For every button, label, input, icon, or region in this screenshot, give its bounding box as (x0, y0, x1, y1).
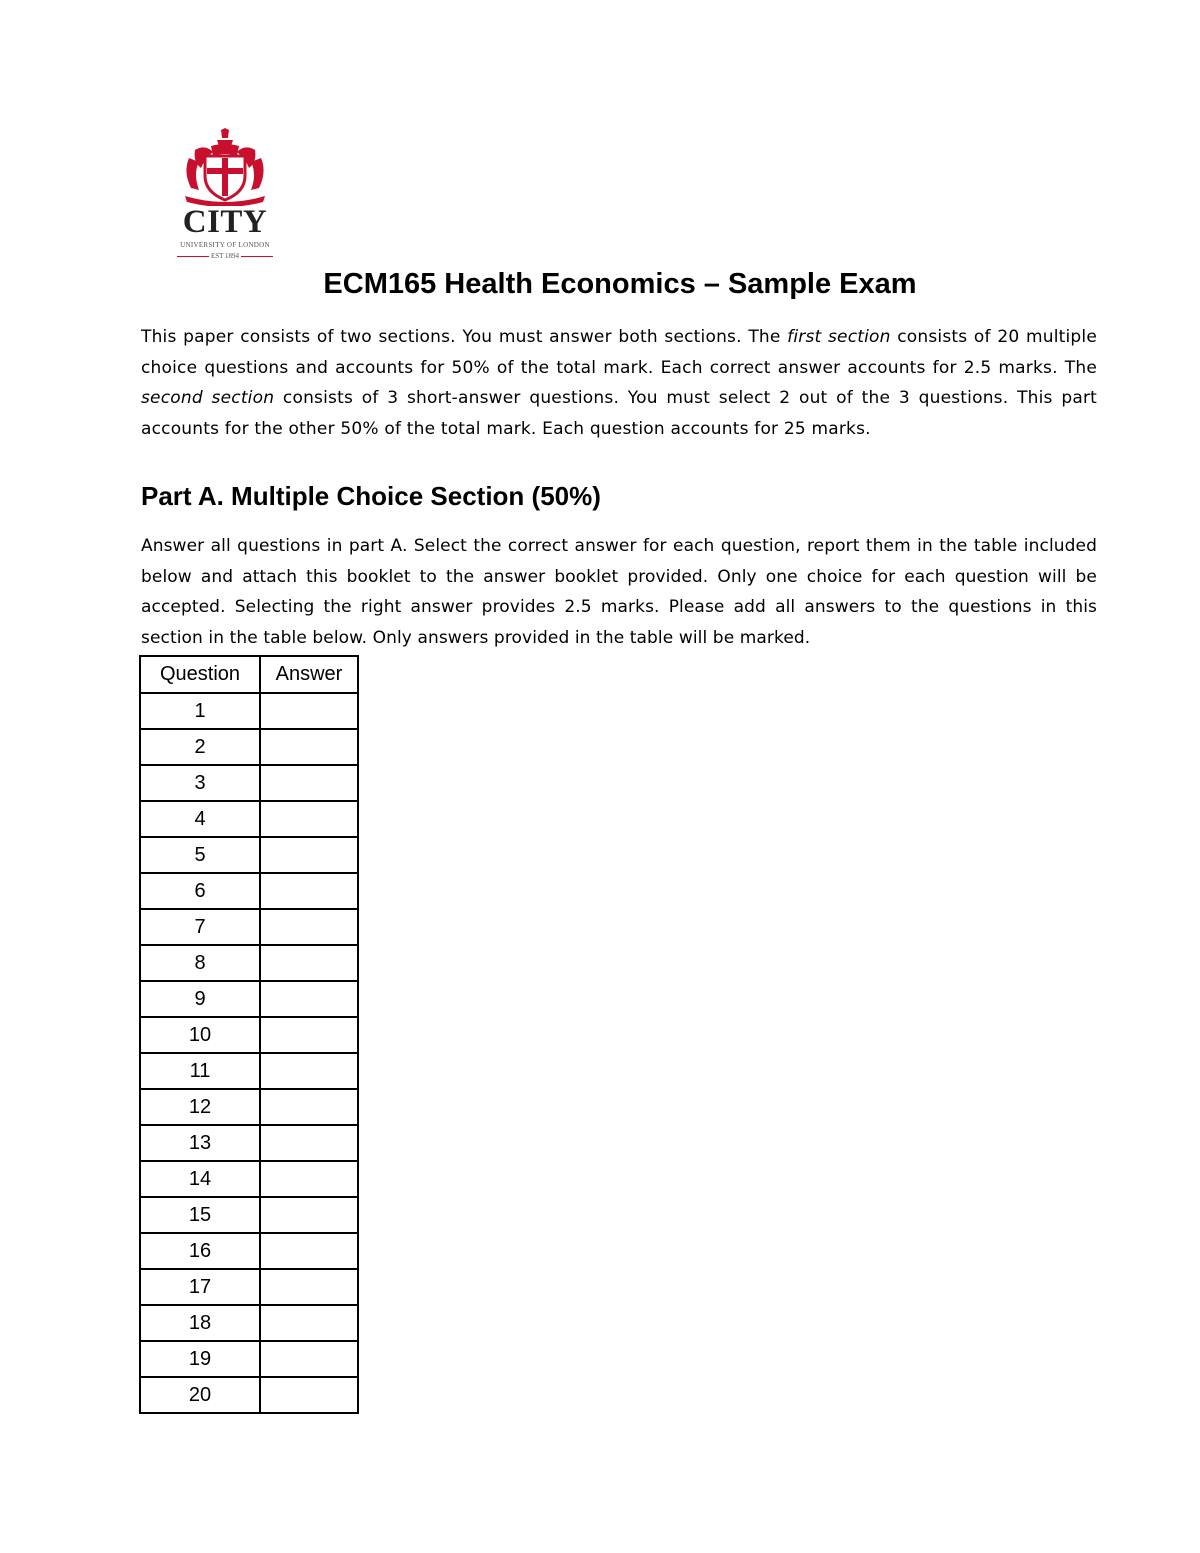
answer-cell[interactable] (260, 693, 358, 729)
table-row (140, 1233, 358, 1269)
table-row (140, 909, 358, 945)
table-row (140, 729, 358, 765)
table-row (140, 945, 358, 981)
intro-text: consists of 3 short-answer questions. You must select 2 out of the 3 questions. This part accounts for the other 50% of the total mark. Each question accounts for 25 marks. (141, 388, 1097, 439)
answer-cell[interactable] (260, 1017, 358, 1053)
answer-cell[interactable] (260, 1305, 358, 1341)
question-number: 7 (140, 909, 260, 945)
table-row (140, 1377, 358, 1413)
table-row (140, 1161, 358, 1197)
answer-cell[interactable] (260, 873, 358, 909)
logo-wordmark: CITY (182, 204, 268, 240)
answer-cell[interactable] (260, 1341, 358, 1377)
instructions-paragraph: Answer all questions in part A. Select the correct answer for each question, report them in the table included below and attach this booklet to the answer booklet provided. Only one choice for each question will be accepted. Selecting the right answer provides 2.5 marks. Please add all answers to the questions in this section in the table below. Only answers provided in the table will be marked. (141, 536, 1097, 648)
question-number: 4 (140, 801, 260, 837)
section-heading: Part A. Multiple Choice Section (50%) (141, 481, 601, 511)
table-row (140, 765, 358, 801)
question-number: 9 (140, 981, 260, 1017)
answer-cell[interactable] (260, 981, 358, 1017)
question-number: 11 (140, 1053, 260, 1089)
answer-cell[interactable] (260, 1089, 358, 1125)
table-header-row (140, 656, 358, 693)
question-number: 14 (140, 1161, 260, 1197)
answer-cell[interactable] (260, 1125, 358, 1161)
column-header-question: Question (140, 656, 260, 693)
question-number: 1 (140, 693, 260, 729)
intro-text: consists of 20 multiple choice questions and accounts for 50% of the total mark. Each correct answer accounts for 2.5 marks. The (141, 327, 1097, 378)
question-number: 10 (140, 1017, 260, 1053)
answer-cell[interactable] (260, 1269, 358, 1305)
logo-subtitle: UNIVERSITY OF LONDON (180, 241, 270, 249)
answer-cell[interactable] (260, 729, 358, 765)
question-number: 6 (140, 873, 260, 909)
answer-cell[interactable] (260, 1197, 358, 1233)
answer-cell[interactable] (260, 1233, 358, 1269)
answer-cell[interactable] (260, 801, 358, 837)
question-number: 15 (140, 1197, 260, 1233)
table-row (140, 801, 358, 837)
table-row (140, 1197, 358, 1233)
logo-established (175, 251, 275, 261)
answer-cell[interactable] (260, 765, 358, 801)
question-number: 19 (140, 1341, 260, 1377)
coat-of-arms-icon (175, 128, 275, 206)
question-number: 3 (140, 765, 260, 801)
answer-cell[interactable] (260, 909, 358, 945)
question-number: 8 (140, 945, 260, 981)
table-row (140, 1125, 358, 1161)
table-row (140, 1269, 358, 1305)
answer-cell[interactable] (260, 1161, 358, 1197)
first-section-term: first section (787, 327, 891, 347)
question-number: 2 (140, 729, 260, 765)
table-body (140, 693, 358, 1413)
table-row (140, 1305, 358, 1341)
answer-cell[interactable] (260, 1053, 358, 1089)
intro-text: This paper consists of two sections. You must answer both sections. The (141, 327, 788, 347)
page-title: ECM165 Health Economics – Sample Exam (323, 268, 917, 300)
table-row (140, 1089, 358, 1125)
question-number: 13 (140, 1125, 260, 1161)
answer-cell[interactable] (260, 1377, 358, 1413)
table-row (140, 1053, 358, 1089)
column-header-answer: Answer (260, 656, 358, 693)
answer-table (139, 655, 359, 1414)
table-row (140, 837, 358, 873)
table-row (140, 1017, 358, 1053)
table-row (140, 1341, 358, 1377)
question-number: 20 (140, 1377, 260, 1413)
divider (241, 256, 273, 257)
logo-established-text: EST 1894 (210, 252, 240, 260)
second-section-term: second section (141, 388, 275, 408)
question-number: 12 (140, 1089, 260, 1125)
question-number: 5 (140, 837, 260, 873)
table-row (140, 873, 358, 909)
question-number: 18 (140, 1305, 260, 1341)
answer-cell[interactable] (260, 837, 358, 873)
table-row (140, 981, 358, 1017)
university-logo (175, 128, 275, 260)
intro-paragraph (141, 322, 1097, 444)
table-row (140, 693, 358, 729)
question-number: 16 (140, 1233, 260, 1269)
question-number: 17 (140, 1269, 260, 1305)
answer-cell[interactable] (260, 945, 358, 981)
